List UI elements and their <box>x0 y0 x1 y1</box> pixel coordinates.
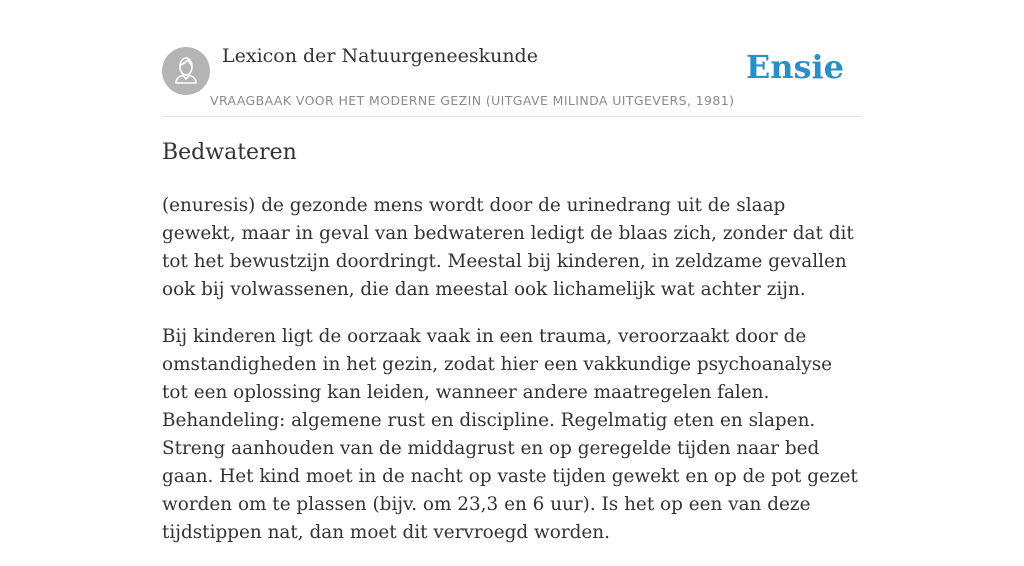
user-icon <box>162 47 210 95</box>
source-avatar[interactable] <box>162 47 210 95</box>
source-title[interactable]: Lexicon der Natuurgeneeskunde <box>222 45 538 67</box>
entry-body <box>162 192 862 566</box>
paragraph: Bij kinderen ligt de oorzaak vaak in een trauma, veroorzaakt door de omstandigheden in het gezin, zodat hier een vakkundige psychoanalyse tot een oplossing kan leiden, wanneer andere maatregelen falen. Behandeling: algemene rust en discipline. Regelmatig eten en slapen. Streng aanhouden van de middagrust en op geregelde tijden naar bed gaan. Het kind moet in de nacht op vaste tijden gewekt en op de pot gezet worden om te plassen (bijv. om 23,3 en 6 uur). Is het op een van deze tijdstippen nat, dan moet dit vervroegd worden. <box>162 326 858 543</box>
paragraph: (enuresis) de gezonde mens wordt door de urinedrang uit de slaap gewekt, maar in geval van bedwateren ledigt de blaas zich, zonder dat dit tot het bewustzijn doordringt. Meestal bij kinderen, in zeldzame gevallen ook bij volwassenen, die dan meestal ook lichamelijk wat achter zijn. <box>162 195 854 300</box>
entry-title: Bedwateren <box>162 140 297 165</box>
header <box>162 0 862 117</box>
ensie-logo[interactable]: Ensie <box>745 48 844 86</box>
source-subtitle: VRAAGBAAK VOOR HET MODERNE GEZIN (UITGAVE MILINDA UITGEVERS, 1981) <box>210 93 735 108</box>
